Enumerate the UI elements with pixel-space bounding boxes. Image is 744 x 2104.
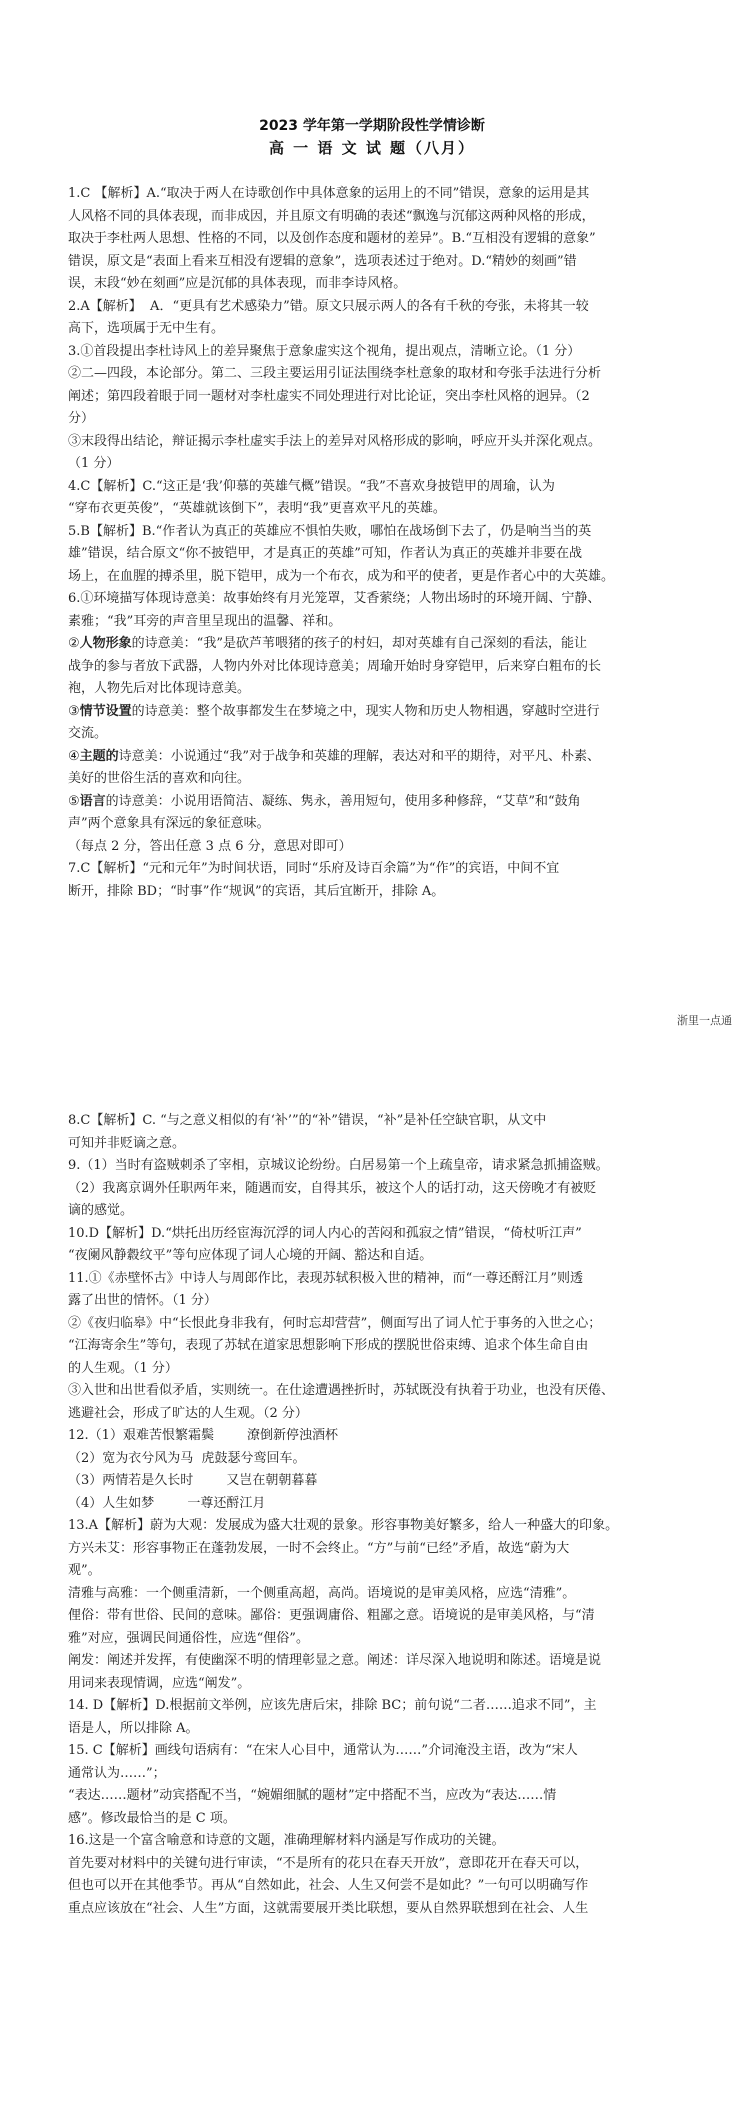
text-line: 14. D【解析】D.根据前文举例，应该先唐后宋，排除 BC；前句说“二者……追求不同”，主 — [68, 1698, 597, 1713]
text-line: 15. C【解析】画线句语病有：“在宋人心目中，通常认为……”介词淹没主语，改为“宋人 — [68, 1743, 578, 1758]
document-subtitle: 高 一 语 文 试 题（八月） — [268, 139, 476, 157]
answer-text-page-2 — [68, 1110, 680, 1920]
text-line: 4.C【解析】C.“这正是‘我’仰慕的英雄气概”错误。“我”不喜欢身披铠甲的周瑜，认为 — [68, 478, 555, 494]
text-line: 7.C【解析】“元和元年”为时间状语，同时“乐府及诗百余篇”为“作”的宾语，中间不宜 — [68, 861, 560, 876]
text-line: 雅”对应，强调民间通俗性，应选“俚俗”。 — [68, 1630, 309, 1646]
text-line: 重点应该放在“社会、人生”方面，这就需要展开类比联想，要从自然界联想到在社会、人生 — [68, 1900, 589, 1916]
text-line: ③末段得出结论，辩证揭示李杜虚实手法上的差异对风格形成的影响，呼应开头并深化观点。 — [68, 433, 602, 449]
text-line: 16.这是一个富含喻意和诗意的文题，准确理解材料内涵是写作成功的关键。 — [68, 1833, 505, 1848]
footer-watermark: 浙里一点通 — [677, 1014, 732, 1027]
text-line: 但也可以开在其他季节。再从“自然如此，社会、人生又何尝不是如此？”一句可以明确写作 — [68, 1878, 589, 1893]
text-line: 用词来表现情调，应选“阐发”。 — [68, 1675, 251, 1691]
text-line: 逃避社会，形成了旷达的人生观。（2 分） — [68, 1405, 308, 1421]
text-line: （1 分） — [68, 456, 120, 471]
text-line: ②二—四段，本论部分。第二、三段主要运用引证法围绕李杜意象的取材和夸张手法进行分析 — [68, 366, 602, 381]
text-line: 高下，选项属于无中生有。 — [68, 321, 225, 336]
text-line: 10.D【解析】D.“烘托出历经宦海沉浮的词人内心的苦闷和孤寂之情”错误，“倚杖听江声” — [68, 1225, 582, 1241]
text-line: 方兴未艾：形容事物正在蓬勃发展，一时不会终止。“方”与前“已经”矛盾，故选“蔚为大 — [68, 1540, 570, 1556]
text-line: 2.A【解析】 A．“更具有艺术感染力”错。原文只展示两人的各有千秋的夸张，未将其一较 — [68, 298, 589, 314]
text-line: 雄”错误，结合原文“你不披铠甲，才是真正的英雄”可知，作者认为真正的英雄并非要在战 — [68, 546, 582, 561]
text-line: 素雅；“我”耳旁的声音里呈现出的温馨、祥和。 — [68, 613, 342, 629]
text-line: 误，末段“妙在刻画”应是沉郁的具体表现，而非李诗风格。 — [68, 276, 407, 291]
text-line: 首先要对材料中的关键句进行审读，“不是所有的花只在春天开放”，意即花开在春天可以， — [68, 1855, 589, 1871]
text-line: 断开，排除 BD；“时事”作“规讽”的宾语，其后宜断开，排除 A。 — [68, 883, 445, 899]
text-line: “穿布衣更英俊”，“英雄就该倒下”，表明“我”更喜欢平凡的英雄。 — [68, 501, 446, 516]
text-line: ⑤语言的诗意美：小说用语简洁、凝练、隽永，善用短句，使用多种修辞，“艾草”和“鼓角 — [68, 793, 581, 809]
text-line: 错误，原文是“表面上看来互相没有逻辑的意象”，选项表述过于绝对。D.“精妙的刻画”错 — [68, 253, 577, 269]
text-line: 俚俗：带有世俗、民间的意味。鄙俗：更强调庸俗、粗鄙之意。语境说的是审美风格，与“清 — [68, 1608, 595, 1623]
text-line: 的人生观。（1 分） — [68, 1360, 178, 1376]
text-line: 9.（1）当时有盗贼刺杀了宰相，京城议论纷纷。白居易第一个上疏皇帝，请求紧急抓捕盗贼。 — [68, 1158, 609, 1173]
text-line: 交流。 — [68, 726, 108, 741]
text-line: 分） — [68, 411, 95, 426]
text-line: 谪的感觉。 — [68, 1203, 134, 1218]
text-line: （3）两情若是久长时 又岂在朝朝暮暮 — [68, 1473, 318, 1488]
text-line: 通常认为……”； — [68, 1765, 166, 1781]
text-line: 阐述；第四段着眼于同一题材对李杜虚实不同处理进行对比论证，突出李杜风格的迥异。（2 — [68, 388, 590, 404]
text-line: 取决于李杜两人思想、性格的不同，以及创作态度和题材的差异”。B.“互相没有逻辑的意象” — [68, 231, 596, 246]
text-line: ③情节设置的诗意美：整个故事都发生在梦境之中，现实人物和历史人物相遇，穿越时空进行 — [68, 703, 600, 719]
text-line: 8.C【解析】C. “与之意义相似的有‘补’”的“补”错误，“补”是补任空缺官职，从文中 — [68, 1113, 547, 1128]
text-line: 5.B【解析】B.“作者认为真正的英雄应不惧怕失败，哪怕在战场倒下去了，仍是响当当的英 — [68, 523, 592, 539]
text-line: （每点 2 分，答出任意 3 点 6 分，意思对即可） — [68, 838, 352, 854]
text-line: 清雅与高雅：一个侧重清新，一个侧重高超，高尚。语境说的是审美风格，应选“清雅”。 — [68, 1585, 576, 1601]
text-line: 可知并非贬谪之意。 — [68, 1135, 186, 1151]
text-line: 美好的世俗生活的喜欢和向往。 — [68, 771, 251, 786]
text-line: ④主题的诗意美：小说通过“我”对于战争和英雄的理解，表达对和平的期待，对平凡、朴素、 — [68, 748, 600, 764]
document-header — [0, 116, 744, 160]
text-line: 人风格不同的具体表现，而非成因，并且原文有明确的表述“飘逸与沉郁这两种风格的形成， — [68, 208, 595, 224]
page-2 — [0, 1100, 744, 2104]
text-line: 6.①环境描写体现诗意美：故事始终有月光笼罩，艾香萦绕；人物出场时的环境开阔、宁静、 — [68, 591, 601, 606]
text-line: （2）宽为衣兮风为马 虎鼓瑟兮鸾回车。 — [68, 1450, 306, 1466]
text-line: 语是人，所以排除 A。 — [68, 1720, 199, 1736]
text-line: 感”。修改最恰当的是 C 项。 — [68, 1810, 236, 1826]
text-line: 露了出世的情怀。（1 分） — [68, 1293, 217, 1308]
text-line: （2）我离京调外任职两年来，随遇而安，自得其乐，被这个人的话打动，这天傍晚才有被贬 — [68, 1180, 597, 1196]
document-title: 2023 学年第一学期阶段性学情诊断 — [259, 118, 485, 134]
text-line: 战争的参与者放下武器，人物内外对比体现诗意美；周瑜开始时身穿铠甲，后来穿白粗布的长 — [68, 658, 602, 674]
text-line: “夜阑风静縠纹平”等句应体现了词人心境的开阔、豁达和自适。 — [68, 1248, 433, 1263]
text-line: 阐发：阐述并发挥，有使幽深不明的情理彰显之意。阐述：详尽深入地说明和陈述。语境是说 — [68, 1653, 602, 1668]
text-line: 袍，人物先后对比体现诗意美。 — [68, 681, 251, 696]
text-line: 声”两个意象具有深远的象征意味。 — [68, 816, 270, 831]
text-line: 观”。 — [68, 1563, 101, 1578]
text-line: 12.（1）艰难苦恨繁霜鬓 潦倒新停浊酒杯 — [68, 1428, 339, 1443]
answer-text-page-1 — [68, 183, 680, 903]
page-1 — [0, 0, 744, 1046]
text-line: 11.①《赤壁怀古》中诗人与周郎作比，表现苏轼积极入世的精神，而“一尊还酹江月”则透 — [68, 1270, 583, 1286]
text-line: 3.①首段提出李杜诗风上的差异聚焦于意象虚实这个视角，提出观点，清晰立论。（1 分） — [68, 343, 581, 359]
text-line: 场上，在血腥的搏杀里，脱下铠甲，成为一个布衣，成为和平的使者，更是作者心中的大英雄。 — [68, 568, 615, 584]
text-line: ②《夜归临皋》中“长恨此身非我有，何时忘却营营”，侧面写出了词人忙于事务的入世之心； — [68, 1315, 602, 1331]
text-line: “表达……题材”动宾搭配不当，“婉媚细腻的题材”定中搭配不当，应改为“表达……情 — [68, 1788, 557, 1803]
text-line: 1.C 【解析】A.“取决于两人在诗歌创作中具体意象的运用上的不同”错误，意象的运用是其 — [68, 186, 590, 201]
text-line: “江海寄余生”等句，表现了苏轼在道家思想影响下形成的摆脱世俗束缚、追求个体生命自由 — [68, 1338, 589, 1353]
text-line: （4）人生如梦 一尊还酹江月 — [68, 1495, 266, 1511]
text-line: 13.A【解析】蔚为大观：发展成为盛大壮观的景象。形容事物美好繁多，给人一种盛大的印象。 — [68, 1518, 619, 1533]
text-line: ②人物形象的诗意美：“我”是砍芦苇喂猪的孩子的村妇，却对英雄有自己深刻的看法，能让 — [68, 636, 587, 651]
text-line: ③入世和出世看似矛盾，实则统一。在仕途遭遇挫折时，苏轼既没有执着于功业，也没有厌倦、 — [68, 1383, 615, 1398]
